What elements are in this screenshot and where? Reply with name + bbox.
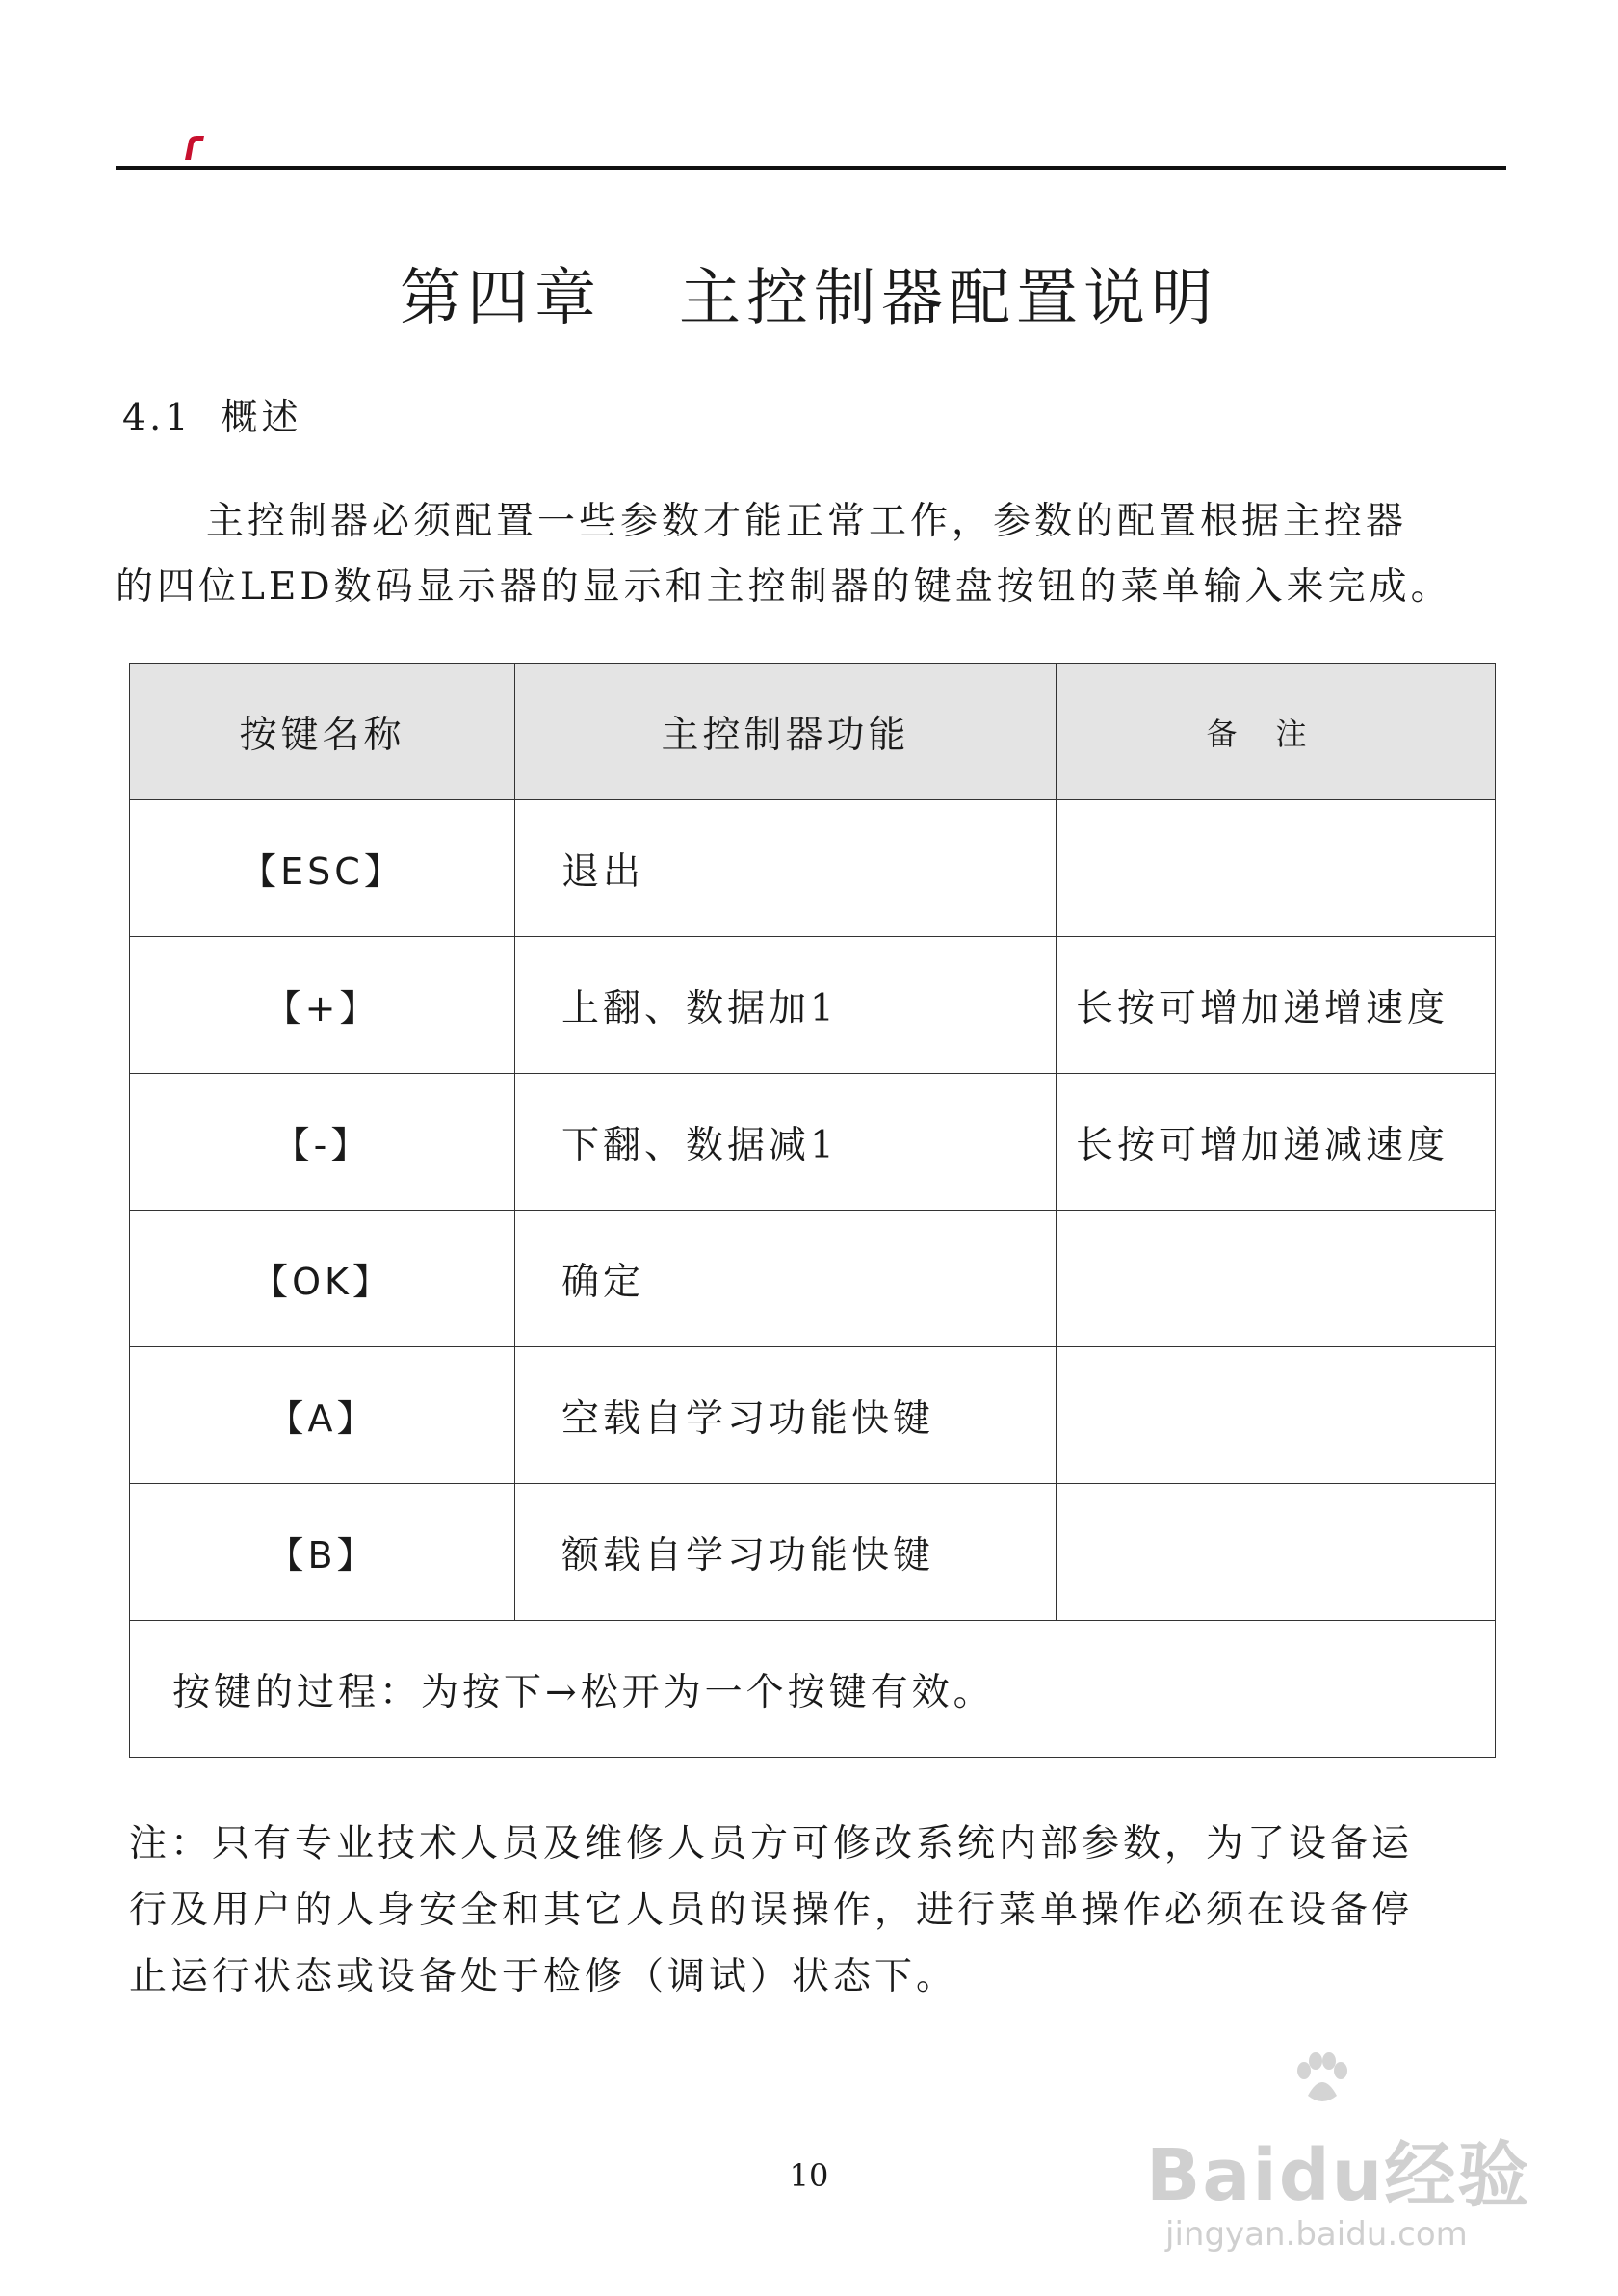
chapter-number: 第四章	[400, 263, 602, 334]
table-footer-row	[130, 1621, 1496, 1758]
header-note-label: 备注	[1206, 715, 1345, 752]
section-heading	[122, 387, 301, 440]
key-cell: 【B】	[130, 1484, 515, 1621]
note-cell: 长按可增加递减速度	[1057, 1074, 1496, 1211]
caution-line-3: 止运行状态或设备处于检修（调试）状态下。	[129, 1955, 958, 1998]
key-cell: 【ESC】	[130, 800, 515, 937]
key-cell: 【A】	[130, 1347, 515, 1484]
note-cell: 长按可增加递增速度	[1057, 937, 1496, 1074]
key-function-table	[129, 663, 1496, 1758]
table-footer-note: 按键的过程：为按下→松开为一个按键有效。	[130, 1621, 1496, 1758]
watermark-brand: Baidu经验	[1146, 2134, 1531, 2217]
table-row	[130, 937, 1496, 1074]
note-cell	[1057, 1484, 1496, 1621]
note-cell	[1057, 1211, 1496, 1347]
function-cell: 确定	[515, 1211, 1057, 1347]
key-cell: 【-】	[130, 1074, 515, 1211]
table-row	[130, 1211, 1496, 1347]
header-function: 主控制器功能	[515, 664, 1057, 800]
header-key-name: 按键名称	[130, 664, 515, 800]
intro-paragraph	[116, 489, 1506, 620]
chapter-name: 主控制器配置说明	[679, 263, 1218, 334]
table-header-row	[130, 664, 1496, 800]
section-number: 4.1	[122, 396, 193, 438]
page-number: 10	[789, 2157, 829, 2194]
caution-line-2: 行及用户的人身安全和其它人员的误操作，进行菜单操作必须在设备停	[129, 1889, 1414, 1932]
table-row	[130, 1347, 1496, 1484]
key-cell: 【+】	[130, 937, 515, 1074]
function-cell: 上翻、数据加1	[515, 937, 1057, 1074]
function-cell: 退出	[515, 800, 1057, 937]
intro-line-2: 的四位LED数码显示器的显示和主控制器的键盘按钮的菜单输入来完成。	[116, 565, 1452, 609]
caution-note	[129, 1811, 1506, 2010]
watermark-url: jingyan.baidu.com	[1165, 2215, 1468, 2254]
header-logo-mark	[183, 135, 204, 160]
table-row	[130, 1074, 1496, 1211]
section-title: 概述	[221, 396, 302, 438]
caution-line-1: 注：只有专业技术人员及维修人员方可修改系统内部参数，为了设备运	[129, 1822, 1414, 1866]
header-rule	[116, 166, 1506, 170]
note-cell	[1057, 1347, 1496, 1484]
table-row	[130, 1484, 1496, 1621]
function-cell: 额载自学习功能快键	[515, 1484, 1057, 1621]
table-row	[130, 800, 1496, 937]
intro-line-1: 主控制器必须配置一些参数才能正常工作，参数的配置根据主控器	[206, 500, 1408, 543]
function-cell: 空载自学习功能快键	[515, 1347, 1057, 1484]
header-note	[1057, 664, 1496, 800]
baidu-watermark	[1146, 2051, 1531, 2254]
function-cell: 下翻、数据减1	[515, 1074, 1057, 1211]
note-cell	[1057, 800, 1496, 937]
key-cell: 【OK】	[130, 1211, 515, 1347]
chapter-title	[0, 248, 1618, 337]
paw-icon	[1291, 2051, 1348, 2109]
